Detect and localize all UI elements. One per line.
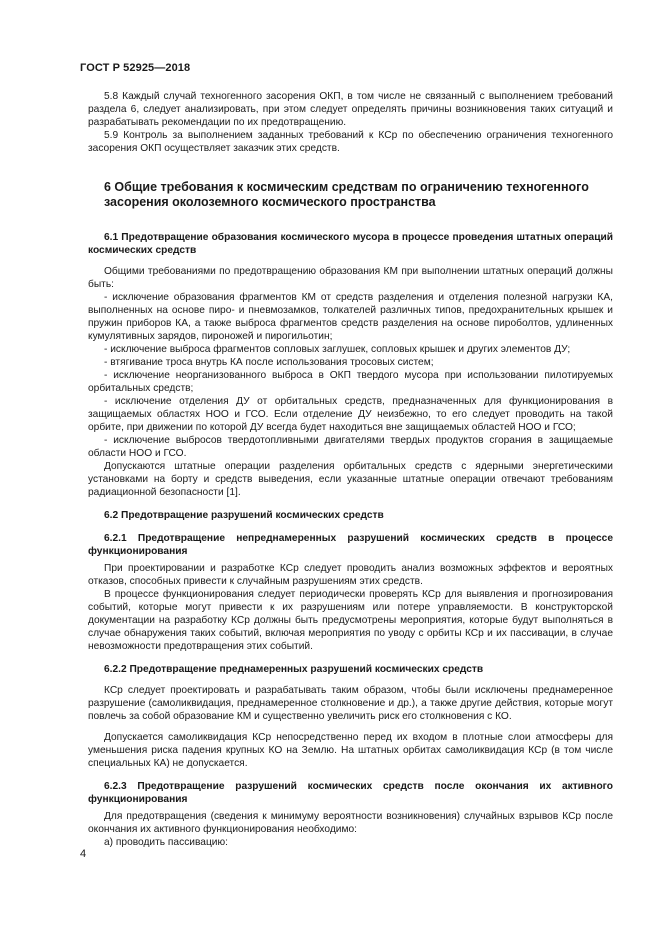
subsection-6-2-2-heading: 6.2.2 Предотвращение преднамеренных разрушений космических средств: [104, 664, 484, 675]
section-6-heading: 6 Общие требования к космическим средствам по ограничению техногенного засорения околоземного космического пространства: [104, 180, 589, 209]
list-item: - исключение отделения ДУ от орбитальных средств, предназначенных для функционирования в защищаемых областях НОО и ГСО. Если отделение ДУ неизбежно, то его следует проводить на такой орбите, при движении по которой ДУ всегда будет находиться вне защищаемых областей НОО и ГСО;: [88, 396, 613, 433]
paragraph-6-2-3-b: а) проводить пассивацию:: [104, 837, 228, 848]
list-item: - втягивание троса внутрь КА после использования тросовых систем;: [104, 357, 434, 368]
subsection-6-2-3-heading: 6.2.3 Предотвращение разрушений космических средств после окончания их активного функционирования: [88, 781, 613, 805]
page-number: 4: [80, 848, 87, 860]
subsection-6-2-heading: 6.2 Предотвращение разрушений космических средств: [104, 510, 384, 521]
paragraph-5-8: 5.8 Каждый случай техногенного засорения ОКП, в том числе не связанный с выполнением требований раздела 6, следует анализировать, при этом следует определять причины возникновения таких ситуаций и разрабатывать рекомендации по их предотвращению.: [88, 91, 613, 128]
subsection-6-2-1-heading: 6.2.1 Предотвращение непреднамеренных разрушений космических средств в процессе функционирования: [88, 533, 613, 557]
list-item: - исключение выброса фрагментов сопловых заглушек, сопловых крышек и других элементов ДУ;: [104, 344, 571, 355]
paragraph-6-2-2-a: КСр следует проектировать и разрабатывать таким образом, чтобы были исключены преднамеренное разрушение (самоликвидация, преднамеренное столкновение и др.), а также другие действия, которые могут повлечь за собой образование КМ и существенно увеличить риск его столкновения с КО.: [88, 685, 613, 722]
paragraph-6-2-2-b: Допускается самоликвидация КСр непосредственно перед их входом в плотные слои атмосферы для уменьшения риска падения крупных КО на Землю. На штатных орбитах самоликвидация КСр (в том числе специальных КА) не допускается.: [88, 732, 613, 769]
paragraph-5-9: 5.9 Контроль за выполнением заданных требований к КСр по обеспечению ограничения техногенного засорения ОКП осуществляет заказчик этих средств.: [88, 130, 613, 154]
paragraph-6-2-1-a: При проектировании и разработке КСр следует проводить анализ возможных эффектов и вероятных отказов, способных привести к случайным разрушениям этих средств.: [88, 563, 613, 587]
paragraph-6-2-1-b: В процессе функционирования следует периодически проверять КСр для выявления и прогнозирования событий, которые могут привести к их разрушениям или потере управляемости. В конструкторской документации на разработку КСр должны быть предусмотрены мероприятия, которые будут выполняться в случае обнаружения таких событий, включая мероприятия по уводу с орбиты КСр и их пассивации, в случае невозможности предотвращения этих событий.: [88, 589, 613, 652]
subsection-6-1-heading: 6.1 Предотвращение образования космического мусора в процессе проведения штатных операций космических средств: [88, 232, 613, 256]
list-item: - исключение неорганизованного выброса в ОКП твердого мусора при использовании пилотируемых орбитальных средств;: [88, 370, 613, 394]
list-item: - исключение образования фрагментов КМ от средств разделения и отделения полезной нагрузки КА, выполненных на основе пиро- и пневмозамков, толкателей различных типов, предохранительных крышек и пружин приборов КА, а также выброса фрагментов средств разделения на основе пироболтов, удлиненных кумулятивных зарядов, пироножей и пирогильотин;: [88, 292, 613, 342]
paragraph-6-2-3-a: Для предотвращения (сведения к минимуму вероятности возникновения) случайных взрывов КСр после окончания их активного функционирования необходимо:: [88, 811, 613, 835]
subsection-6-1-closing: Допускаются штатные операции разделения орбитальных средств с ядерными энергетическими установками на борту и средств выведения, если указанные штатные операции отвечают требованиям радиационной безопасности [1].: [88, 461, 613, 498]
subsection-6-1-lead: Общими требованиями по предотвращению образования КМ при выполнении штатных операций должны быть:: [88, 266, 613, 290]
document-code: ГОСТ Р 52925—2018: [80, 62, 191, 74]
list-item: - исключение выбросов твердотопливными двигателями твердых продуктов сгорания в защищаемые области НОО и ГСО.: [88, 435, 613, 459]
page-content: [88, 90, 613, 849]
